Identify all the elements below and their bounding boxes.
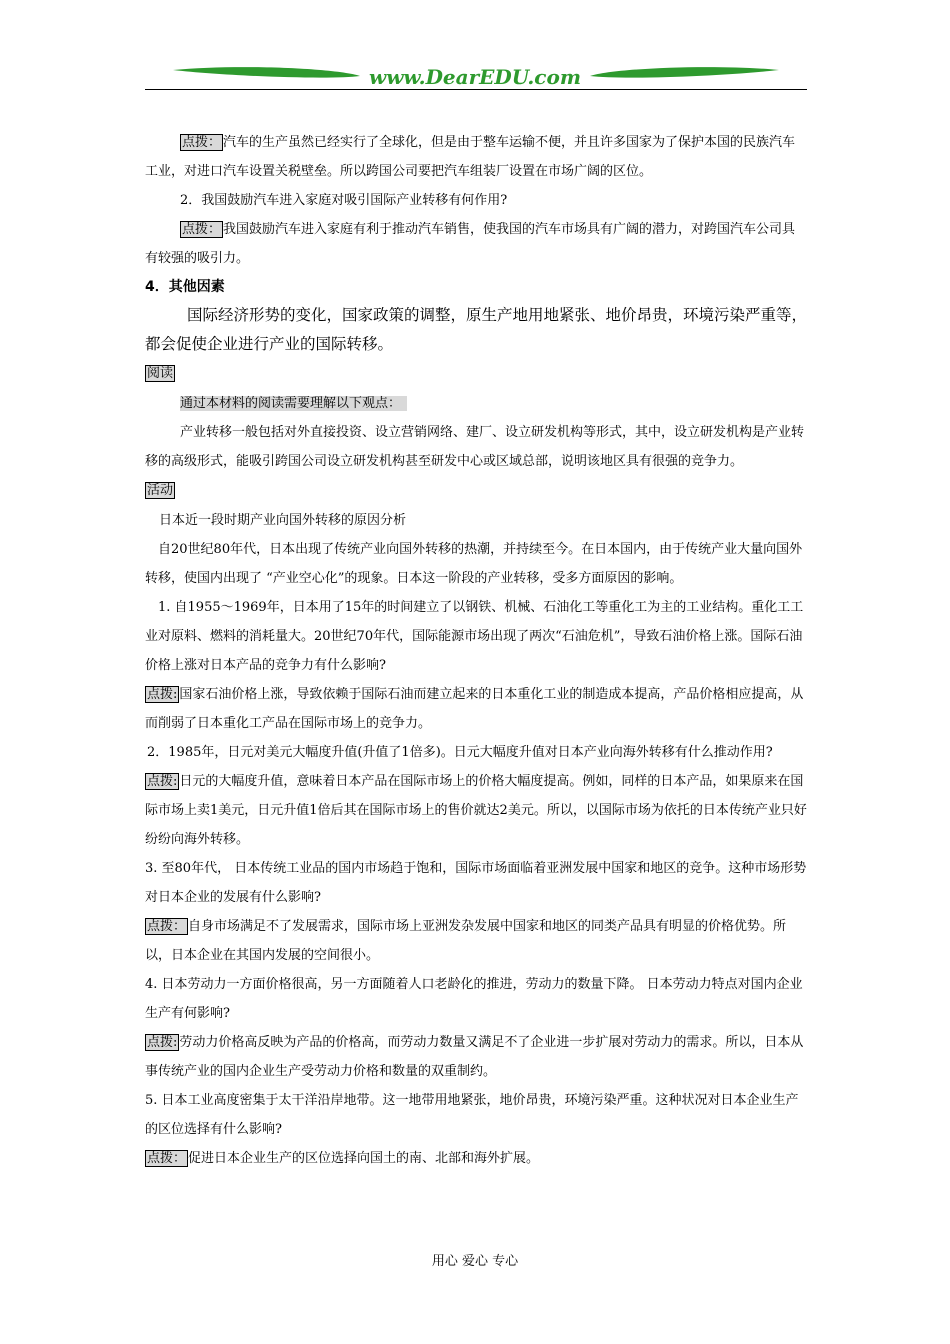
question: 4. 日本劳动力一方面价格很高，另一方面随着人口老龄化的推进，劳动力的数量下降。 日本劳动力特点对国内企业生产有何影响? (145, 977, 803, 1021)
paragraph (145, 767, 807, 854)
header-rule (145, 89, 807, 90)
answer-text: 我国鼓励汽车进入家庭有利于推动汽车销售，使我国的汽车市场具有广阔的潜力，对跨国汽车公司具有较强的吸引力。 (145, 222, 796, 266)
section-heading: 4．其他因素 (145, 279, 225, 295)
answer-text: 促进日本企业生产的区位选择向国土的南、北部和海外扩展。 (188, 1151, 540, 1166)
question: 2．我国鼓励汽车进入家庭对吸引国际产业转移有何作用? (180, 193, 508, 208)
read-intro: 通过本材料的阅读需要理解以下观点： (180, 396, 407, 411)
paragraph: 国际经济形势的变化，国家政策的调整，原生产地用地紧张、地价昂贵，环境污染严重等，都会促使企业进行产业的国际转移。 (145, 306, 808, 353)
question: 1. 自1955～1969年，日本用了15年的时间建立了以钢铁、机械、石油化工等重化工为主的工业结构。重化工工业对原料、燃料的消耗量大。20世纪70年代，国际能源市场出现了两次“石油危机”，导致石油价格上涨。国际石油价格上涨对日本产品的竞争力有什么影响? (145, 600, 804, 673)
activity-tag: 活动 (147, 483, 174, 498)
header-logo (145, 62, 807, 92)
activity-title: 日本近一段时期产业向国外转移的原因分析 (159, 513, 407, 528)
tip-tag: 点拨: (147, 774, 178, 789)
paragraph (145, 1028, 807, 1086)
activity-label-line (145, 476, 807, 506)
page-footer: 用心 爱心 专心 (431, 1254, 519, 1269)
answer-text: 日元的大幅度升值，意味着日本产品在国际市场上的价格大幅度提高。例如，同样的日本产品，如果原来在国际市场上卖1美元，日元升值1倍后其在国际市场上的售价就达2美元。所以，以国际市场为依托的日本传统产业只好纷纷向海外转移。 (145, 774, 807, 847)
read-label-line (145, 359, 807, 389)
read-text: 产业转移一般包括对外直接投资、设立营销网络、建厂、设立研发机构等形式，其中，设立研发机构是产业转移的高级形式，能吸引跨国公司设立研发机构甚至研发中心或区域总部，说明该地区具有很强的竞争力。 (145, 425, 805, 469)
paragraph (145, 215, 807, 273)
answer-text: 劳动力价格高反映为产品的价格高，而劳动力数量又满足不了企业进一步扩展对劳动力的需求。所以，日本从事传统产业的国内企业生产受劳动力价格和数量的双重制约。 (145, 1035, 804, 1079)
paragraph (145, 1144, 807, 1173)
paragraph (145, 128, 807, 186)
logo-text: www.DearEDU.com (368, 65, 582, 89)
activity-intro: 自20世纪80年代，日本出现了传统产业向国外转移的热潮，并持续至今。在日本国内，由于传统产业大量向国外转移，使国内出现了 “产业空心化”的现象。日本这一阶段的产业转移，受多方面原因的影响。 (145, 542, 803, 586)
document-body (145, 128, 807, 1173)
answer-text: 汽车的生产虽然已经实行了全球化，但是由于整车运输不便，并且许多国家为了保护本国的民族汽车工业，对进口汽车设置关税壁垒。所以跨国公司要把汽车组装厂设置在市场广阔的区位。 (145, 135, 796, 179)
read-tag: 阅读 (147, 366, 174, 381)
tip-tag: 点拨： (147, 1151, 187, 1166)
tip-tag: 点拨: (147, 687, 178, 702)
tip-tag: 点拨： (182, 135, 222, 150)
tip-tag: 点拨： (147, 919, 187, 934)
question: 3. 至80年代， 日本传统工业品的国内市场趋于饱和，国际市场面临着亚洲发展中国家和地区的竞争。这种市场形势对日本企业的发展有什么影响? (145, 861, 807, 905)
paragraph (145, 680, 807, 738)
logo-swoosh-icon (145, 62, 807, 92)
question: 2．1985年，日元对美元大幅度升值(升值了1倍多)。日元大幅度升值对日本产业向海外转移有什么推动作用? (147, 745, 773, 760)
tip-tag: 点拨: (147, 1035, 178, 1050)
question: 5. 日本工业高度密集于太干洋沿岸地带。这一地带用地紧张，地价昂贵，环境污染严重。这种状况对日本企业生产的区位选择有什么影响? (145, 1093, 799, 1137)
answer-text: 自身市场满足不了发展需求，国际市场上亚洲发杂发展中国家和地区的同类产品具有明显的价格优势。所以，日本企业在其国内发展的空间很小。 (145, 919, 787, 963)
read-intro-line (145, 389, 807, 418)
paragraph (145, 912, 807, 970)
tip-tag: 点拨： (182, 222, 222, 237)
answer-text: 国家石油价格上涨，导致依赖于国际石油而建立起来的日本重化工业的制造成本提高，产品价格相应提高，从而削弱了日本重化工产品在国际市场上的竞争力。 (145, 687, 804, 731)
